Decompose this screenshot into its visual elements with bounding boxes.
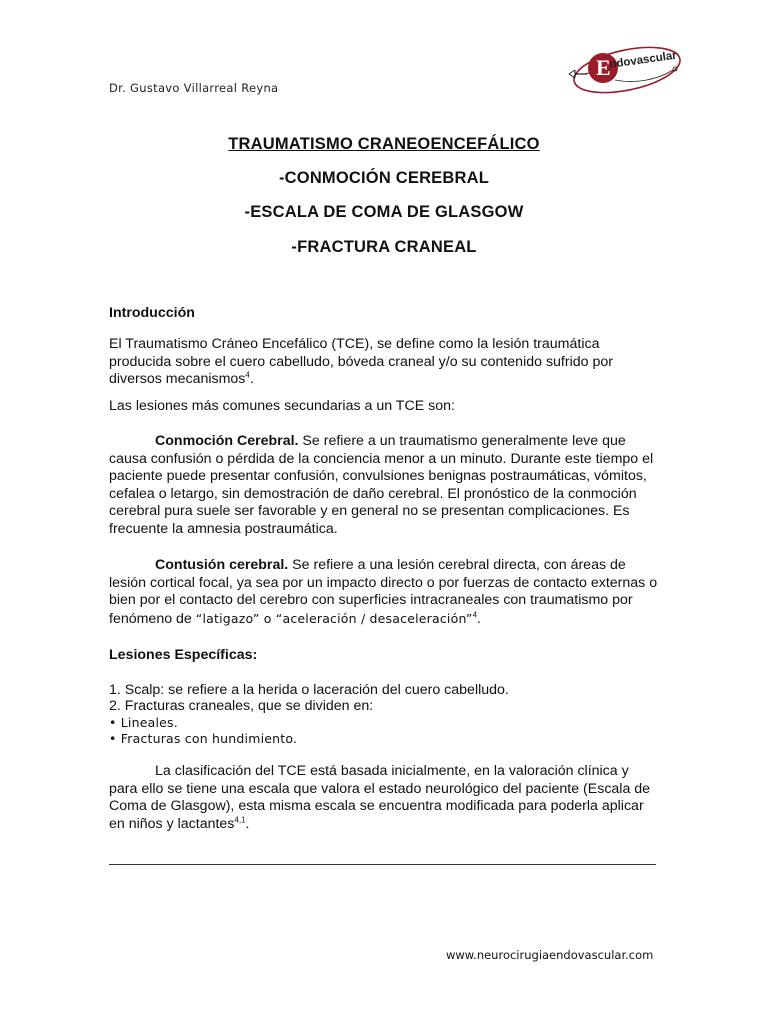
conmocion-term: Conmoción Cerebral. — [155, 433, 299, 449]
footnote-divider — [109, 864, 656, 865]
clasificacion-ref: 4,1 — [234, 815, 246, 825]
svg-text:ndovascular: ndovascular — [608, 49, 678, 71]
intro-paragraph — [109, 336, 659, 389]
clasificacion-text: La clasificación del TCE está basada inicialmente, en la valoración clínica y para ello se tiene una escala que valora el estado neurológico del paciente (Escala de Coma de Glasgow), esta misma escala se encuentra modificada para poderla aplicar en niños y lactantes — [109, 763, 651, 832]
clasificacion-paragraph — [109, 763, 659, 833]
clasificacion-period: . — [245, 815, 250, 832]
lesiones-heading: Lesiones Específicas: — [109, 647, 258, 663]
conmocion-paragraph — [109, 433, 659, 539]
conmocion-text: Se refiere a un traumatismo generalmente leve que causa confusión o pérdida de la conciencia menor a un minuto. Durante este tiempo el paciente puede presentar confusión, convulsiones benignas postraumáticas, vómitos, cefalea o letargo, sin demostración de daño cerebral. El pronóstico de la conmoción cerebral pura suele ser favorable y en general no se presentan complicaciones. Es frecuente la amnesia postraumática. — [109, 433, 654, 537]
contusion-period: . — [477, 610, 481, 627]
contusion-quote: “latigazo” o “aceleración / desaceleración” — [195, 610, 473, 626]
svg-text:E: E — [596, 55, 611, 80]
footer-website-link[interactable]: www.neurocirugiaendovascular.com — [446, 948, 654, 962]
subtitle-fractura: -FRACTURA CRANEAL — [291, 238, 477, 256]
intro-ref: 4 — [245, 370, 250, 380]
intro-heading: Introducción — [109, 305, 195, 321]
contusion-term: Contusión cerebral. — [155, 557, 289, 573]
subtitle-glasgow: -ESCALA DE COMA DE GLASGOW — [244, 203, 524, 221]
lesion-item-fracturas: 2. Fracturas craneales, que se dividen en: — [109, 698, 374, 714]
intro-text: El Traumatismo Cráneo Encefálico (TCE), se define como la lesión traumática producida sobre el cuero cabelludo, bóveda craneal y/o su contenido sufrido por diversos mecanismos — [109, 336, 613, 388]
author-name: Dr. Gustavo Villarreal Reyna — [109, 81, 279, 95]
lesion-item-scalp: 1. Scalp: se refiere a la herida o laceración del cuero cabelludo. — [109, 682, 509, 698]
intro-period: . — [249, 371, 254, 388]
main-title: TRAUMATISMO CRANEOENCEFÁLICO — [228, 135, 540, 153]
contusion-text: Se refiere a una lesión cerebral directa, con áreas de lesión cortical focal, ya sea por un impacto directo o por fuerzas de contacto externas o bien por el contacto del cerebro con superficies intracraneales con traumatismo por fenómeno de — [109, 557, 658, 627]
lesions-intro: Las lesiones más comunes secundarias a un TCE son: — [109, 398, 455, 414]
contusion-ref: 4 — [472, 610, 478, 620]
bullet-lineales: • Lineales. — [109, 715, 178, 730]
subtitle-conmocion: -CONMOCIÓN CEREBRAL — [278, 169, 490, 187]
bullet-hundimiento: • Fracturas con hundimiento. — [109, 731, 298, 746]
endovascular-logo — [565, 40, 685, 96]
contusion-paragraph — [109, 557, 659, 628]
